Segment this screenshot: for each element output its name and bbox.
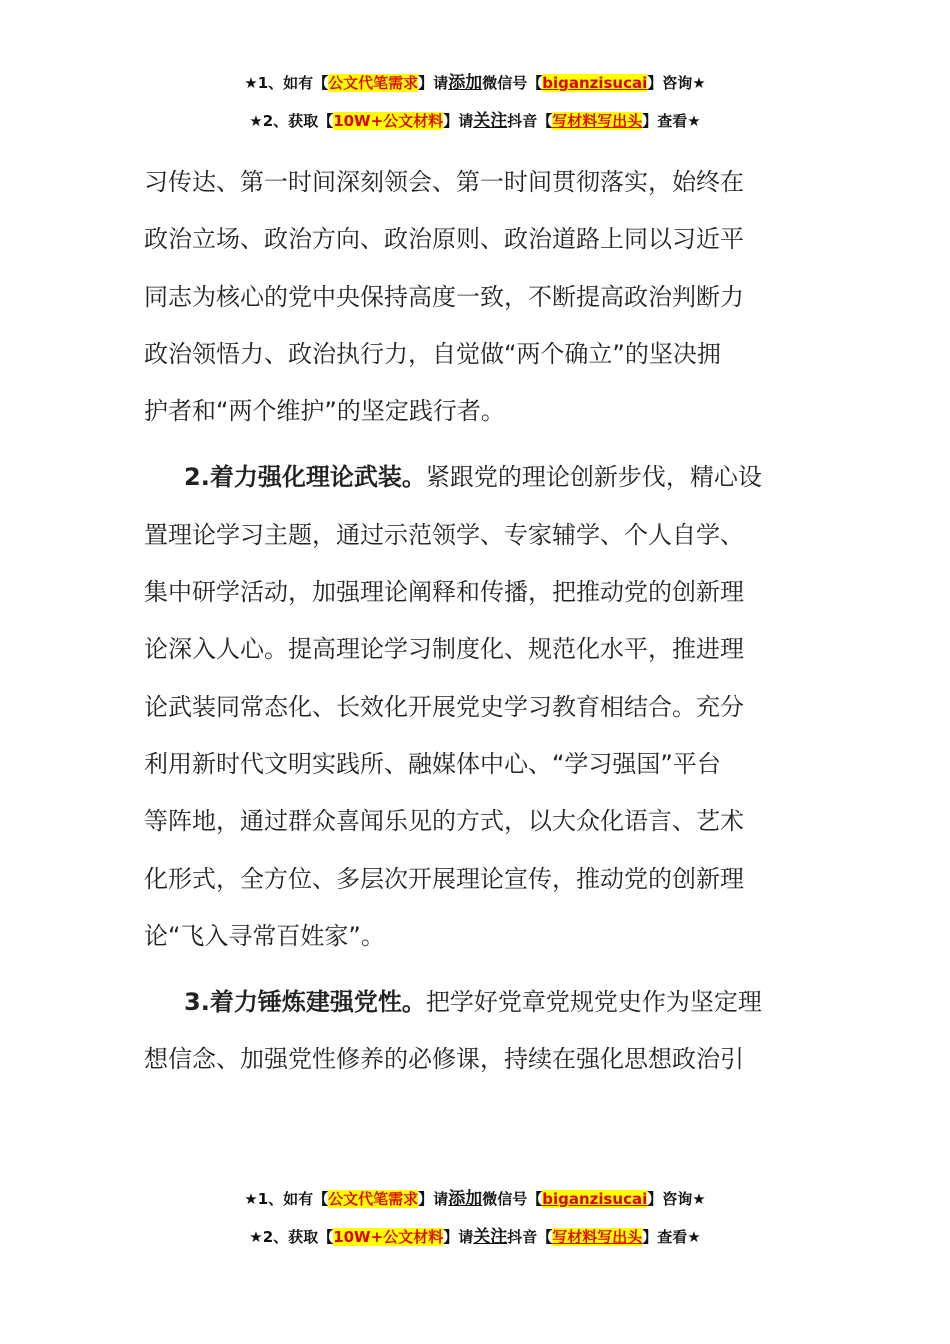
header-highlight-ghostwriting: 公文代笔需求	[328, 74, 419, 92]
footer-line-1-mid1: 】请	[418, 1190, 449, 1208]
text-line: 同志为核心的党中央保持高度一致，不断提高政治判断力	[144, 282, 744, 311]
header-line-2-suffix: 】查看★	[642, 112, 701, 130]
footer-line-1-mid2: 微信号【	[482, 1190, 543, 1208]
footer-wechat-id: biganzisucai	[542, 1190, 648, 1208]
paragraph-1	[144, 154, 808, 440]
footer-line-1-prefix: ★1、如有【	[244, 1190, 329, 1208]
header-line-1-mid1: 】请	[418, 74, 449, 92]
footer-line-2-prefix: ★2、获取【	[249, 1228, 334, 1246]
text-span: 把学好党章党规党史作为坚定理	[425, 988, 762, 1017]
text-line: 利用新时代文明实践所、融媒体中心、“学习强国”平台	[144, 749, 721, 778]
footer-douyin-id: 写材料写出头	[552, 1228, 643, 1246]
header-line-1-mid2: 微信号【	[482, 74, 543, 92]
text-line: 想信念、加强党性修养的必修课，持续在强化思想政治引	[144, 1045, 744, 1074]
footer-line-2-mid2: 抖音【	[507, 1228, 553, 1246]
paragraph-3	[144, 974, 808, 1089]
section-heading-2: 2.着力强化理论武装。	[184, 463, 426, 492]
text-line	[144, 974, 808, 1031]
text-line	[144, 449, 808, 506]
text-line: 政治立场、政治方向、政治原则、政治道路上同以习近平	[144, 225, 744, 254]
text-line: 置理论学习主题，通过示范领学、专家辅学、个人自学、	[144, 520, 744, 549]
text-line: 政治领悟力、政治执行力，自觉做“两个确立”的坚决拥	[144, 339, 721, 368]
text-line: 习传达、第一时间深刻领会、第一时间贯彻落实，始终在	[144, 168, 744, 196]
header-line-1-prefix: ★1、如有【	[244, 74, 329, 92]
text-line: 论深入人心。提高理论学习制度化、规范化水平，推进理	[144, 635, 744, 664]
text-span: 紧跟党的理论创新步伐，精心设	[425, 463, 762, 492]
header-highlight-materials: 10W+公文材料	[333, 112, 444, 130]
footer-highlight-materials: 10W+公文材料	[333, 1228, 444, 1246]
section-heading-3: 3.着力锤炼建强党性。	[184, 988, 426, 1017]
footer-highlight-ghostwriting: 公文代笔需求	[328, 1190, 419, 1208]
header-line-2-mid1: 】请	[443, 112, 474, 130]
document-body	[144, 154, 808, 1089]
text-line: 护者和“两个维护”的坚定践行者。	[144, 397, 505, 426]
text-line: 等阵地，通过群众喜闻乐见的方式，以大众化语言、艺术	[144, 807, 744, 836]
header-line-2-prefix: ★2、获取【	[249, 112, 334, 130]
footer-line-2	[0, 1218, 950, 1256]
header-douyin-id: 写材料写出头	[552, 112, 643, 130]
text-line: 论武装同常态化、长效化开展党史学习教育相结合。充分	[144, 692, 744, 721]
text-line: 化形式，全方位、多层次开展理论宣传，推动党的创新理	[144, 864, 744, 893]
paragraph-2	[144, 449, 808, 965]
footer-emph-add: 添加	[448, 1189, 483, 1209]
header-line-1	[0, 64, 950, 102]
footer-line-2-mid1: 】请	[443, 1228, 474, 1246]
header-emph-add: 添加	[448, 73, 483, 93]
footer-emph-follow: 关注	[473, 1227, 508, 1247]
header-wechat-id: biganzisucai	[542, 74, 648, 92]
header-line-1-suffix: 】咨询★	[647, 74, 706, 92]
text-line: 集中研学活动，加强理论阐释和传播，把推动党的创新理	[144, 578, 744, 607]
text-line: 论“飞入寻常百姓家”。	[144, 921, 385, 950]
footer-line-1-suffix: 】咨询★	[647, 1190, 706, 1208]
footer-banner	[0, 1180, 950, 1256]
header-banner	[0, 64, 950, 140]
header-line-2-mid2: 抖音【	[507, 112, 553, 130]
header-emph-follow: 关注	[473, 111, 508, 131]
header-line-2	[0, 102, 950, 140]
footer-line-1	[0, 1180, 950, 1218]
footer-line-2-suffix: 】查看★	[642, 1228, 701, 1246]
